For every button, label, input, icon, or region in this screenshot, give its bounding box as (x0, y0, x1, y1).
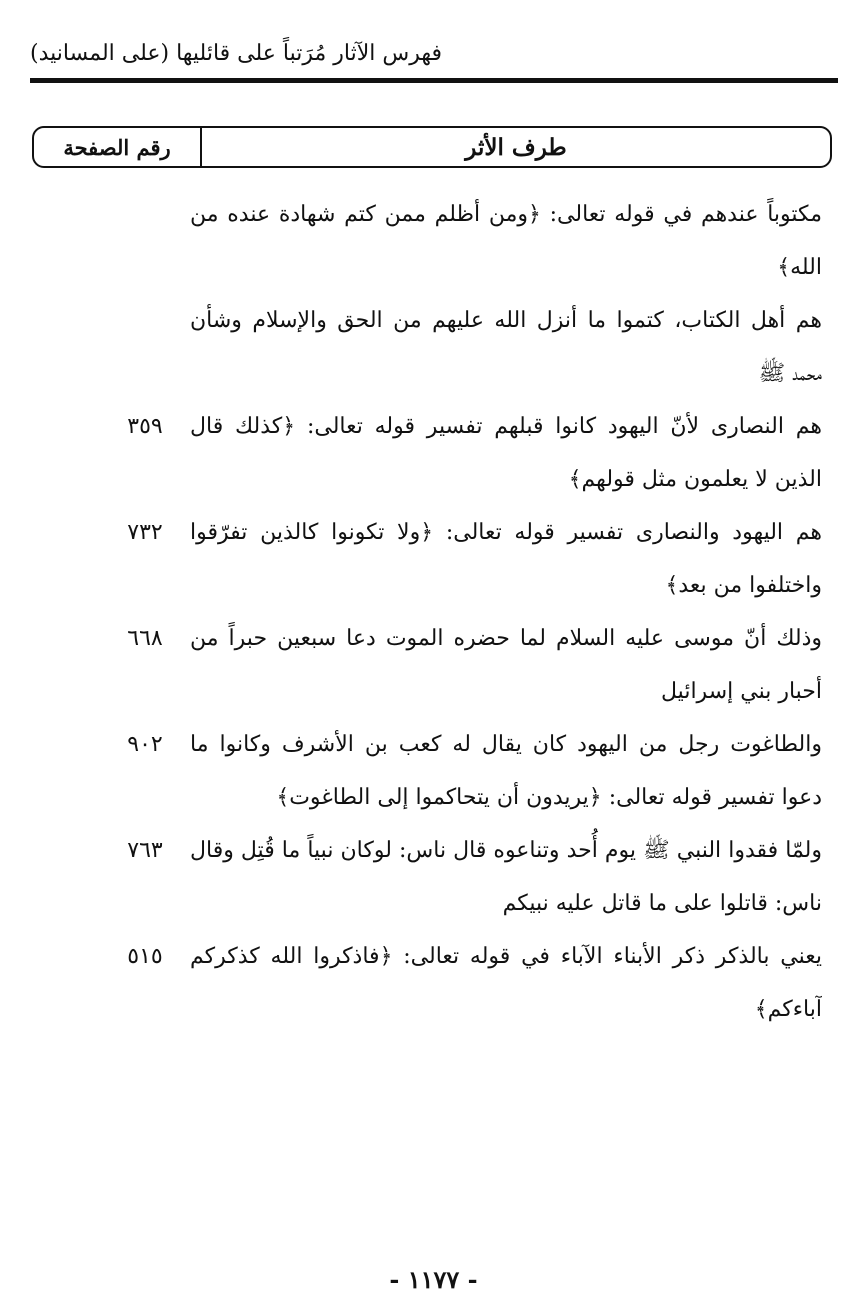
entry-page-number: ٧٦٣ (127, 838, 163, 863)
column-header (32, 126, 832, 168)
index-entry (100, 188, 822, 294)
entry-text (190, 400, 822, 506)
entry-page-number (100, 294, 190, 347)
entry-text (190, 718, 822, 824)
entry-text (190, 930, 822, 1036)
index-entry (100, 930, 822, 1036)
entry-text (190, 188, 822, 294)
index-entry (100, 718, 822, 824)
entry-line: هم اليهود والنصارى تفسير قوله تعالى: ﴿ولا تكونوا كالذين تفرّقوا (190, 520, 822, 545)
column-header-atar: طرف الأثر (465, 134, 567, 161)
entry-line: أحبار بني إسرائيل (661, 679, 822, 704)
entry-line: والطاغوت رجل من اليهود كان يقال له كعب بن الأشرف وكانوا ما (190, 732, 822, 757)
entry-line: محمد ﷺ (758, 361, 822, 386)
entry-line: دعوا تفسير قوله تعالى: ﴿يريدون أن يتحاكموا إلى الطاغوت﴾ (276, 785, 822, 810)
entry-page-number: ٣٥٩ (127, 414, 163, 439)
index-entry (100, 824, 822, 930)
entry-line: هم أهل الكتاب، كتموا ما أنزل الله عليهم من الحق والإسلام وشأن (190, 308, 822, 333)
entry-line: يعني بالذكر ذكر الأبناء الآباء في قوله تعالى: ﴿فاذكروا الله كذكركم (190, 944, 822, 969)
running-header: فهرس الآثار مُرَتباً على قائليها (على المسانيد) (30, 41, 443, 66)
entry-line: ولمّا فقدوا النبي ﷺ يوم أُحد وتناعوه قال ناس: لوكان نبياً ما قُتِل وقال (190, 838, 822, 863)
entry-page-number: ٥١٥ (127, 944, 163, 969)
entry-text (190, 294, 822, 400)
entry-page-number: ٩٠٢ (127, 732, 163, 757)
index-entry (100, 400, 822, 506)
entry-line: مكتوباً عندهم في قوله تعالى: ﴿ومن أظلم ممن كتم شهادة عنده من (190, 202, 822, 227)
entry-page-number (100, 188, 190, 241)
entry-line: ناس: قاتلوا على ما قاتل عليه نبيكم (502, 891, 822, 916)
entry-line: الله﴾ (777, 255, 822, 280)
entry-line: الذين لا يعلمون مثل قولهم﴾ (568, 467, 822, 492)
column-header-page: رقم الصفحة (34, 128, 202, 166)
entry-line: وذلك أنّ موسى عليه السلام لما حضره الموت دعا سبعين حبراً من (190, 626, 822, 651)
index-entry (100, 506, 822, 612)
page-number: - ١١٧٧ - (389, 1265, 478, 1294)
entry-text (190, 824, 822, 930)
entry-line: واختلفوا من بعد﴾ (665, 573, 822, 598)
index-entry (100, 294, 822, 400)
entry-line: آباءكم﴾ (754, 997, 822, 1022)
entry-text (190, 506, 822, 612)
index-entries (100, 188, 822, 1036)
entry-page-number: ٦٦٨ (127, 626, 163, 651)
entry-line: هم النصارى لأنّ اليهود كانوا قبلهم تفسير قوله تعالى: ﴿كذلك قال (190, 414, 822, 439)
index-entry (100, 612, 822, 718)
entry-page-number: ٧٣٢ (127, 520, 163, 545)
header-rule (30, 78, 838, 83)
entry-text (190, 612, 822, 718)
